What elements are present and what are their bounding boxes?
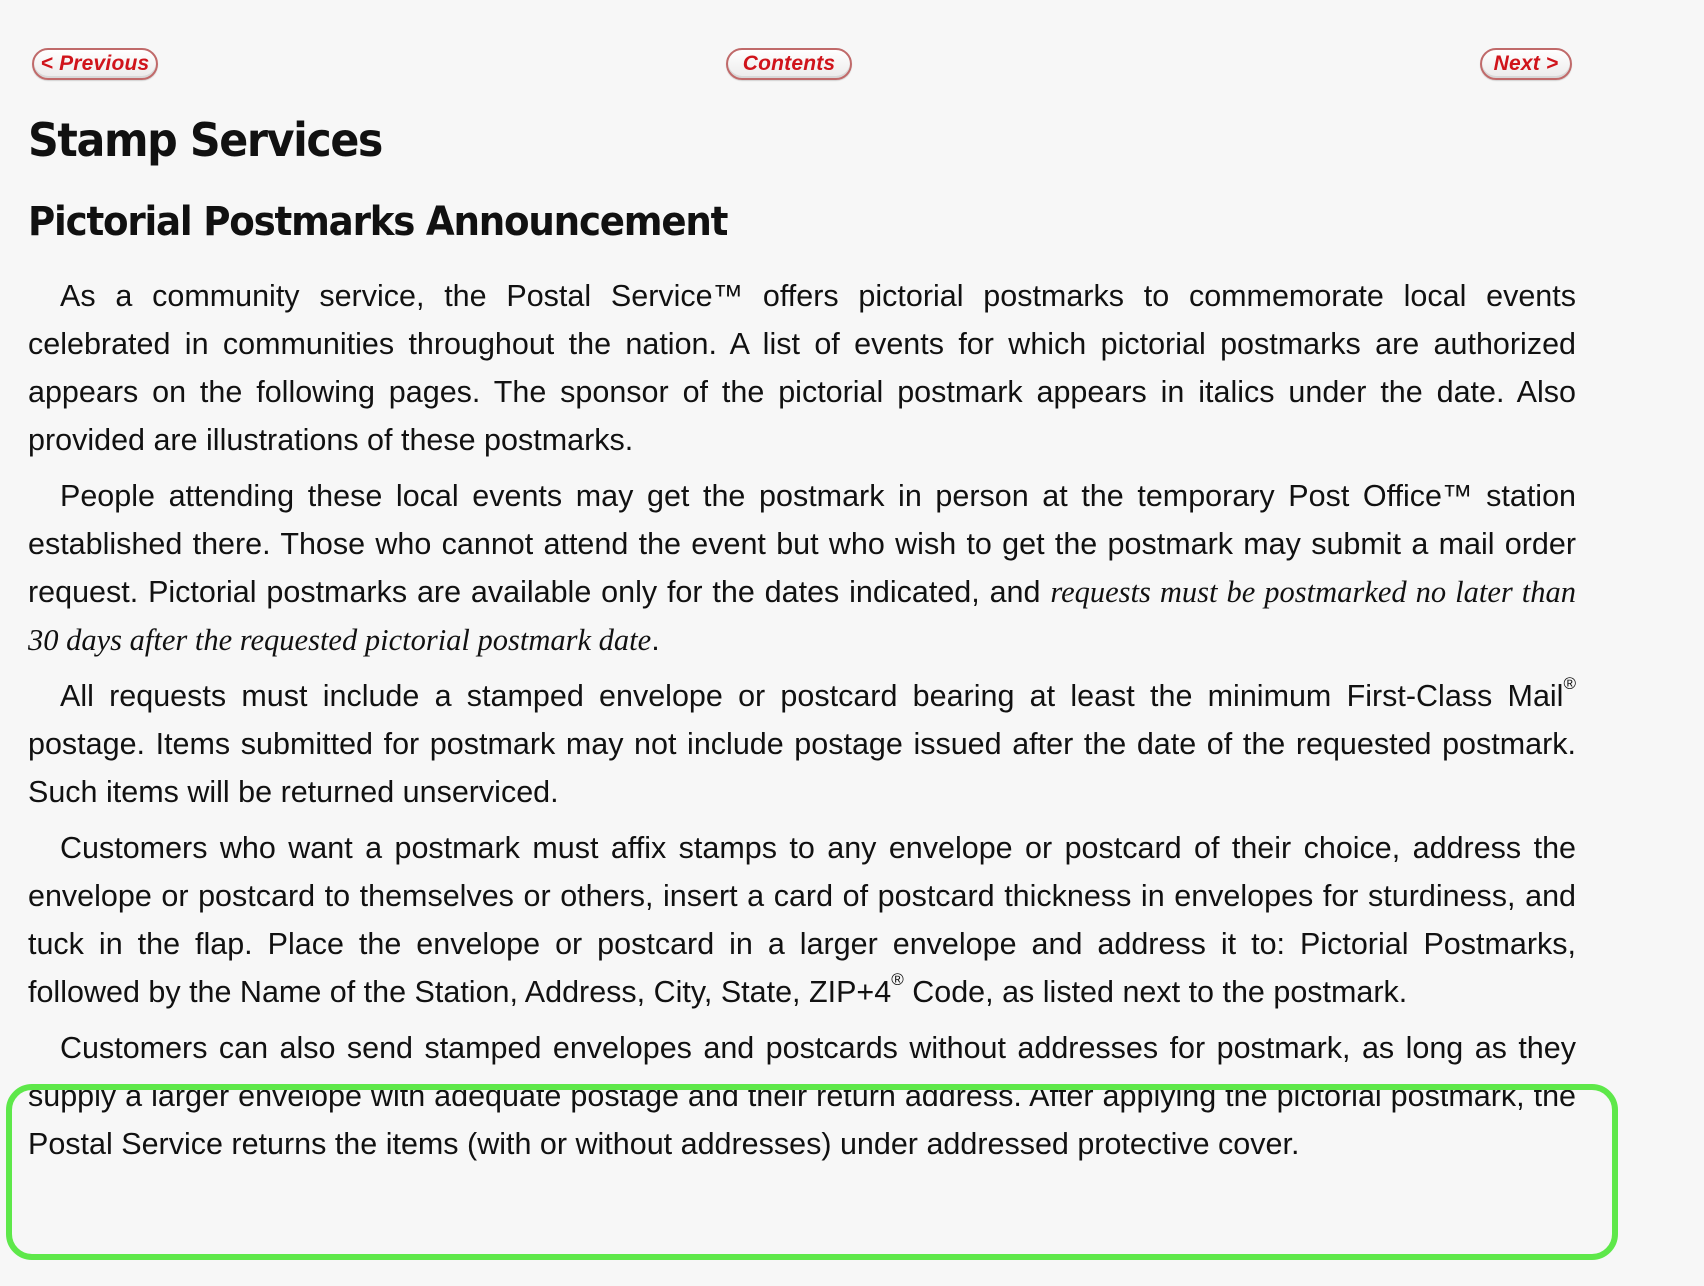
section-heading: Pictorial Postmarks Announcement: [28, 199, 728, 245]
next-button[interactable]: Next >: [1480, 48, 1572, 80]
paragraph-4: [28, 824, 1576, 1016]
previous-button[interactable]: < Previous: [32, 48, 158, 80]
paragraph-2-italic: requests must be postmarked no later than 30 days after the requested pictorial postmark date: [28, 575, 1576, 657]
paragraph-3: [28, 672, 1576, 816]
page-title: Stamp Services: [28, 113, 383, 167]
contents-button[interactable]: Contents: [726, 48, 852, 80]
paragraph-1: As a community service, the Postal Service™ offers pictorial postmarks to commemorate local events celebrated in communities throughout the nation. A list of events for which pictorial postmarks are authorized appears on the following pages. The sponsor of the pictorial postmark appears in italics under the date. Also provided are illustrations of these postmarks.: [28, 279, 1576, 457]
paragraph-5: Customers can also send stamped envelopes and postcards without addresses for postmark, as long as they supply a larger envelope with adequate postage and their return address. After applying the pictorial postmark, the Postal Service returns the items (with or without addresses) under addressed protective cover.: [28, 1031, 1576, 1161]
registered-mark: ®: [1563, 674, 1576, 693]
registered-mark: ®: [891, 970, 904, 989]
document-body: [28, 100, 1576, 1176]
paragraph-4-end: Code, as listed next to the postmark.: [903, 975, 1408, 1009]
paragraph-2-end: .: [651, 623, 660, 657]
paragraph-3-text: All requests must include a stamped envelope or postcard bearing at least the minimum First-Class Mail: [60, 679, 1564, 713]
paragraph-4-text: Customers who want a postmark must affix stamps to any envelope or postcard of their choice, address the envelope or postcard to themselves or others, insert a card of postcard thickness in envelopes for sturdiness, and tuck in the flap. Place the envelope or postcard in a larger envelope and address it to: Pictorial Postmarks, followed by the Name of the Station, Address, City, State, ZIP+4: [28, 831, 1576, 1009]
paragraph-2-text: People attending these local events may get the postmark in person at the temporary Post Office™ station established there. Those who cannot attend the event but who wish to get the postmark may submit a mail order request. Pictorial postmarks are available only for the dates indicated, and: [28, 479, 1576, 609]
paragraph-2: [28, 472, 1576, 664]
paragraph-3-end: postage. Items submitted for postmark may not include postage issued after the date of the requested postmark. Such items will be returned unserviced.: [28, 727, 1576, 809]
